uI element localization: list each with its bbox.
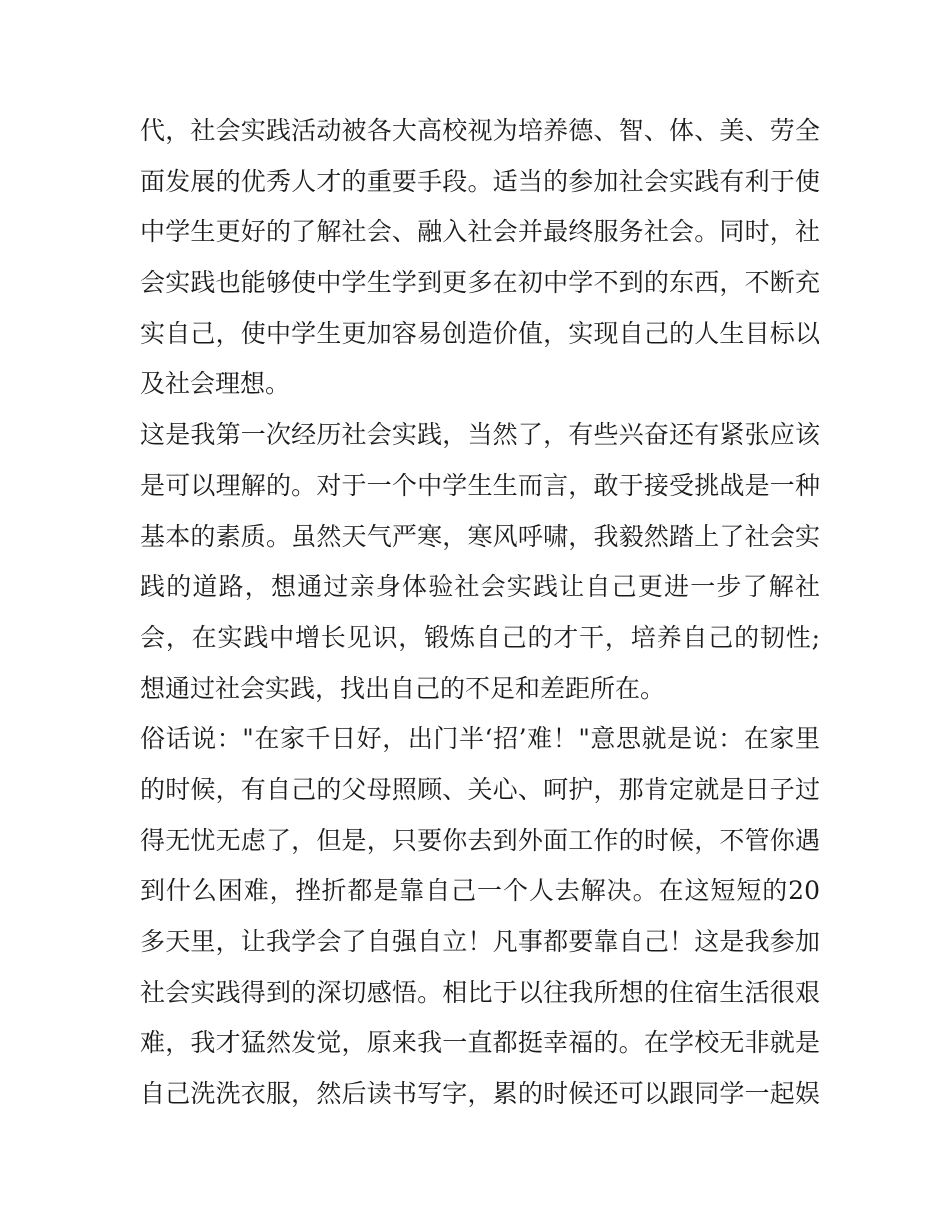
- text-line: 俗话说："在家千日好，出门半‘招’难！"意思就是说：在家里: [140, 724, 820, 754]
- text-line: 的时候，有自己的父母照顾、关心、呵护，那肯定就是日子过: [140, 774, 820, 804]
- text-line: 是可以理解的。对于一个中学生生而言，敢于接受挑战是一种: [140, 470, 820, 500]
- text-line: 想通过社会实践，找出自己的不足和差距所在。: [140, 673, 666, 703]
- text-line: 中学生更好的了解社会、融入社会并最终服务社会。同时，社: [140, 217, 820, 247]
- text-line: 践的道路，想通过亲身体验社会实践让自己更进一步了解社: [140, 572, 820, 602]
- text-line: 代，社会实践活动被各大高校视为培养德、智、体、美、劳全: [140, 116, 820, 145]
- text-line: 这是我第一次经历社会实践，当然了，有些兴奋还有紧张应该: [140, 420, 820, 450]
- text-line: 及社会理想。: [140, 369, 291, 399]
- text-line: 到什么困难，挫折都是靠自己一个人去解决。在这短短的20: [140, 876, 820, 906]
- text-line: 会，在实践中增长见识，锻炼自己的才干，培养自己的韧性;: [140, 622, 820, 652]
- text-line: 实自己，使中学生更加容易创造价值，实现自己的人生目标以: [140, 318, 820, 348]
- text-line: 社会实践得到的深切感悟。相比于以往我所想的住宿生活很艰: [140, 977, 820, 1007]
- text-line: 得无忧无虑了，但是，只要你去到外面工作的时候，不管你遇: [140, 825, 820, 855]
- text-line: 难，我才猛然发觉，原来我一直都挺幸福的。在学校无非就是: [140, 1028, 820, 1058]
- text-line: 面发展的优秀人才的重要手段。适当的参加社会实践有利于使: [140, 166, 820, 196]
- text-line: 多天里，让我学会了自强自立！凡事都要靠自己！这是我参加: [140, 927, 820, 956]
- text-line: 自己洗洗衣服，然后读书写字，累的时候还可以跟同学一起娱: [140, 1079, 820, 1109]
- body-text: [140, 106, 820, 1120]
- text-line: 基本的素质。虽然天气严寒，寒风呼啸，我毅然踏上了社会实: [140, 521, 820, 551]
- text-line: 会实践也能够使中学生学到更多在初中学不到的东西，不断充: [140, 268, 820, 298]
